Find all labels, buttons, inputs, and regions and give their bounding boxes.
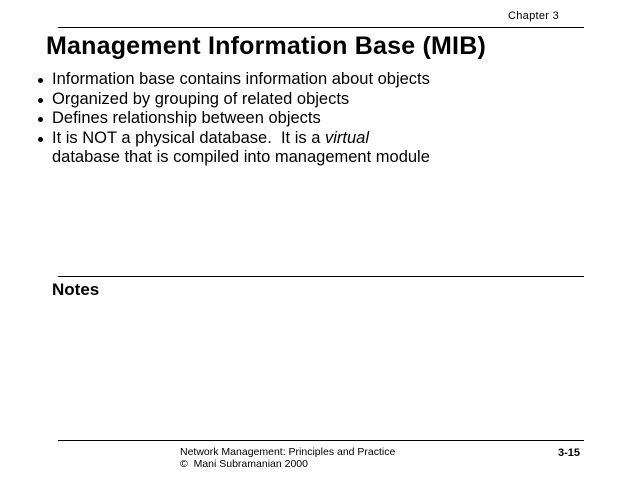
bullet-dot-icon bbox=[38, 98, 43, 103]
bullet-item bbox=[34, 129, 614, 168]
bullet-list bbox=[34, 70, 614, 168]
bullet-item bbox=[34, 70, 614, 90]
notes-heading: Notes bbox=[52, 280, 100, 299]
footer-book-title: Network Management: Principles and Practice bbox=[180, 446, 396, 458]
bullet-text: Organized by grouping of related objects bbox=[52, 89, 350, 108]
bullet-dot-icon bbox=[38, 117, 43, 122]
top-divider bbox=[58, 27, 584, 28]
chapter-label: Chapter 3 bbox=[508, 10, 560, 22]
bullet-text-continuation: database that is compiled into management module bbox=[52, 148, 430, 166]
page-number: 3-15 bbox=[558, 447, 581, 459]
footer-copyright: © Mani Subramanian 2000 bbox=[180, 458, 308, 470]
bullet-text: Information base contains information about objects bbox=[52, 70, 430, 88]
footer-divider bbox=[58, 440, 584, 441]
footer-book-info bbox=[180, 446, 395, 470]
bullet-dot-icon bbox=[38, 137, 43, 142]
bullet-item bbox=[34, 109, 614, 129]
bullet-text-italic: virtual bbox=[324, 128, 369, 147]
bullet-dot-icon bbox=[38, 78, 43, 83]
slide-title: Management Information Base (MIB) bbox=[46, 32, 486, 60]
bullet-text-part: It is NOT a physical database. It is a bbox=[52, 128, 325, 147]
bullet-text: Defines relationship between objects bbox=[52, 109, 321, 127]
notes-divider bbox=[58, 276, 584, 277]
bullet-item bbox=[34, 90, 614, 110]
